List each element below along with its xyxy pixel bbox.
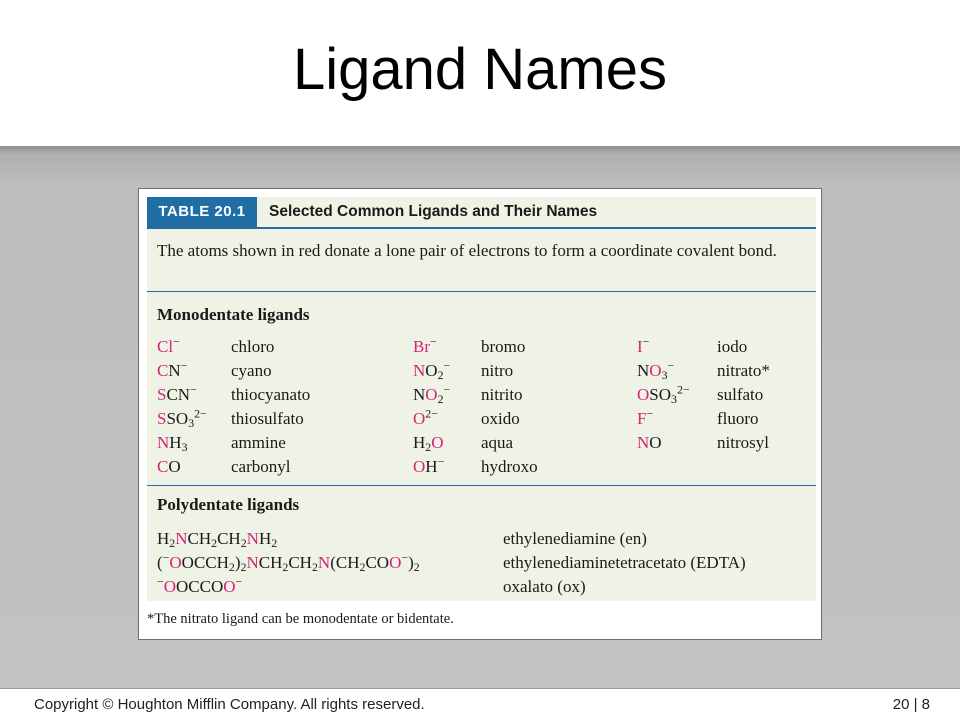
ligand-name: thiocyanato (231, 385, 311, 404)
ligand-formula: $NH_3$ (157, 433, 188, 454)
ligand-formula: −OOCCOO− (157, 574, 243, 596)
ligand-name: iodo (717, 337, 748, 356)
table-row (157, 335, 807, 359)
table-intro: The atoms shown in red donate a lone pair of electrons to form a coordinate covalent bond. (157, 241, 777, 260)
ligand-formula: CO (157, 457, 181, 476)
ligand-name: chloro (231, 337, 275, 356)
table-footnote: *The nitrato ligand can be monodentate or bidentate. (147, 611, 454, 627)
ligand-name: oxalato (ox) (503, 577, 586, 596)
slide-title: Ligand Names (293, 37, 667, 102)
table-row (157, 575, 807, 599)
ligand-formula: Cl− (157, 334, 180, 356)
table-row (157, 551, 807, 575)
table-row (157, 527, 807, 551)
ligand-name: cyano (231, 361, 272, 380)
ligand-name: nitrito (481, 385, 523, 404)
footer-divider (0, 688, 960, 689)
title-band (0, 0, 960, 146)
ligand-formula: NO (637, 433, 662, 452)
ligand-formula: CN− (157, 358, 188, 380)
ligand-formula: I− (637, 334, 650, 356)
table-row (157, 383, 807, 407)
ligand-formula: SCN− (157, 382, 197, 404)
ligand-formula: $NO_2^-$ (413, 382, 451, 406)
ligand-formula: OH− (413, 454, 445, 476)
ligand-formula: $SSO_3^{2-}$ (157, 406, 207, 430)
table-figure (138, 188, 822, 640)
ligand-name: bromo (481, 337, 526, 356)
ligand-name: ethylenediaminetetracetato (EDTA) (503, 553, 746, 572)
ligand-name: hydroxo (481, 457, 538, 476)
ligand-name: nitro (481, 361, 514, 380)
table-header (147, 197, 816, 229)
monodentate-heading: Monodentate ligands (157, 305, 310, 324)
table-row (157, 455, 807, 479)
divider (147, 485, 816, 486)
ligand-formula: $(^-OOCCH_2)_2NCH_2CH_2N(CH_2COO^-)_2$ (157, 550, 420, 574)
ligand-formula: $H_2NCH_2CH_2NH_2$ (157, 529, 278, 550)
ligand-name: aqua (481, 433, 514, 452)
ligand-name: nitrosyl (717, 433, 769, 452)
ligand-name: carbonyl (231, 457, 291, 476)
slide-number: 20 | 8 (892, 696, 930, 713)
table-number: TABLE 20.1 (147, 197, 257, 227)
copyright-text: Copyright © Houghton Mifflin Company. All rights reserved. (34, 696, 425, 713)
ligand-formula: $OSO_3^{2-}$ (637, 382, 690, 406)
ligand-formula: $H_2O$ (413, 433, 444, 454)
table-row (157, 431, 807, 455)
ligand-formula: $NO_3^-$ (637, 358, 675, 382)
ligand-name: ammine (231, 433, 286, 452)
ligand-formula: $O^{2-}$ (413, 406, 438, 428)
polydentate-heading: Polydentate ligands (157, 495, 300, 514)
table-title: Selected Common Ligands and Their Names (269, 203, 598, 220)
ligand-name: thiosulfato (231, 409, 304, 428)
divider (147, 291, 816, 292)
table-panel (147, 197, 816, 601)
ligand-formula: F− (637, 406, 654, 428)
table-row (157, 407, 807, 431)
ligand-name: nitrato* (717, 361, 770, 380)
ligand-name: fluoro (717, 409, 759, 428)
ligand-formula: $NO_2^-$ (413, 358, 451, 382)
ligand-name: sulfato (717, 385, 764, 404)
ligand-formula: Br− (413, 334, 437, 356)
ligand-name: ethylenediamine (en) (503, 529, 647, 548)
ligand-name: oxido (481, 409, 520, 428)
table-row (157, 359, 807, 383)
